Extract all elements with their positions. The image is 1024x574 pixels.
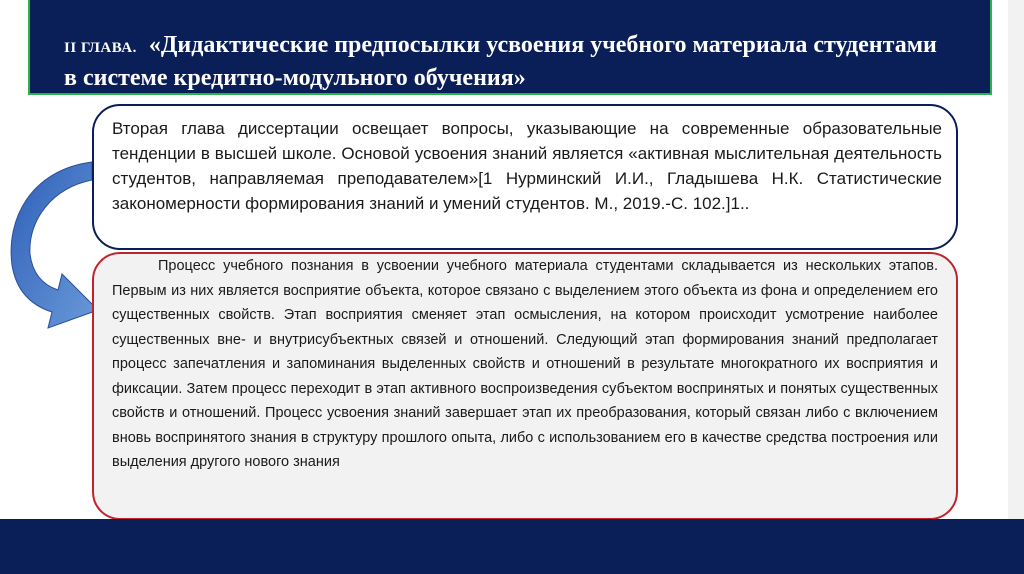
learning-process-box [92, 252, 958, 520]
side-strip [1008, 0, 1024, 574]
dissertation-summary-box [92, 104, 958, 250]
footer-bar [0, 519, 1024, 574]
slide-title [64, 30, 944, 93]
title-prefix: II ГЛАВА. [64, 40, 137, 56]
learning-process-text: Процесс учебного познания в усвоении учебного материала студентами складывается из нескольких этапов. Первым из них является восприятие объекта, которое связано с выделением этого объекта из фона и определением его существенных свойств. Этап восприятия сменяет этап осмысления, на котором происходит усмотрение наиболее существенных вне- и внутрисубъектных связей и отношений. Следующий этап формирования знаний предполагает процесс запечатления и запоминания выделенных свойств и отношений в результате многократного их восприятия и фиксации. Затем процесс переходит в этап активного воспроизведения субъектом воспринятых и понятых существенных свойств и отношений. Процесс усвоения знаний завершает этап их преобразования, который связан либо с включением вновь воспринятого знания в структуру прошлого опыта, либо с использованием его в качестве средства построения или выделения другого нового знания [112, 258, 938, 470]
title-main: «Дидактические предпосылки усвоения учебного материала студентами в системе кредитно-модульного обучения» [64, 32, 937, 91]
summary-text: Вторая глава диссертации освещает вопросы, указывающие на современные образовательные тенденции в высшей школе. Основой усвоения знаний является «активная мыслительная деятельность студентов, направляемая преподавателем»[1 Нурминский И.И., Гладышева Н.К. Статистические закономерности формирования знаний и умений студентов. М., 2019.-С. 102.]1.. [112, 119, 942, 213]
